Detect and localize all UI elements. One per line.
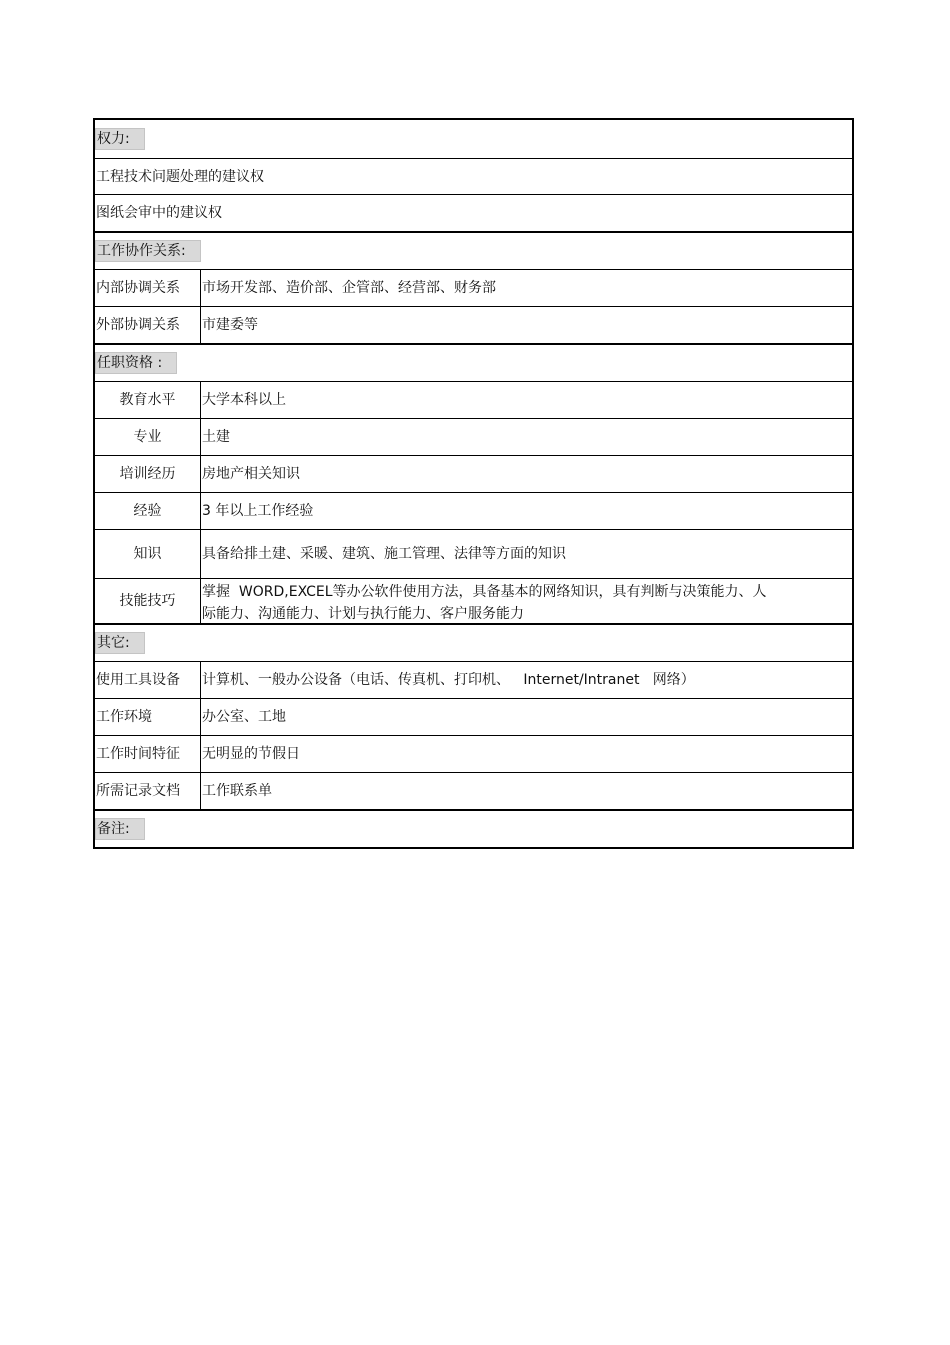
- qualifications-header-row: [95, 343, 852, 381]
- authority-header-row: [95, 120, 852, 158]
- other-label: 使用工具设备: [95, 662, 201, 698]
- other-value: 工作联系单: [202, 783, 272, 799]
- cooperation-value: 市建委等: [202, 317, 258, 333]
- other-row-environment: [95, 698, 852, 735]
- cooperation-row-external: [95, 306, 852, 343]
- qualification-value: 大学本科以上: [202, 392, 286, 408]
- qualification-value: 具备给排土建、采暖、建筑、施工管理、法律等方面的知识: [202, 546, 566, 562]
- authority-item-row: [95, 158, 852, 194]
- authority-item-row: [95, 194, 852, 231]
- qualification-row-knowledge: [95, 529, 852, 578]
- other-value: 无明显的节假日: [202, 746, 300, 762]
- remarks-header: 备注:: [95, 818, 145, 840]
- qualification-value: 3 年以上工作经验: [202, 503, 314, 519]
- qualification-label: 知识: [95, 530, 201, 578]
- cooperation-value: 市场开发部、造价部、企管部、经营部、财务部: [202, 280, 496, 296]
- other-header: 其它:: [95, 632, 145, 654]
- other-label: 工作环境: [95, 699, 201, 735]
- other-row-documents: [95, 772, 852, 809]
- authority-item: 工程技术问题处理的建议权: [96, 168, 264, 185]
- qualification-label: 经验: [95, 493, 201, 529]
- qualification-label: 技能技巧: [95, 579, 201, 623]
- other-row-work-time: [95, 735, 852, 772]
- other-label: 工作时间特征: [95, 736, 201, 772]
- qualification-row-major: [95, 418, 852, 455]
- cooperation-label: 外部协调关系: [95, 307, 201, 343]
- remarks-header-row: [95, 809, 852, 847]
- qualification-row-education: [95, 381, 852, 418]
- qualification-row-experience: [95, 492, 852, 529]
- cooperation-row-internal: [95, 269, 852, 306]
- qualification-row-skills: [95, 578, 852, 623]
- authority-header: 权力:: [95, 128, 145, 150]
- other-value: 办公室、工地: [202, 709, 286, 725]
- qualifications-header: 任职资格 :: [95, 352, 177, 374]
- other-row-tools: [95, 661, 852, 698]
- other-label: 所需记录文档: [95, 773, 201, 809]
- qualification-label: 培训经历: [95, 456, 201, 492]
- other-header-row: [95, 623, 852, 661]
- cooperation-label: 内部协调关系: [95, 270, 201, 306]
- qualification-label: 教育水平: [95, 382, 201, 418]
- qualification-row-training: [95, 455, 852, 492]
- qualification-value: 房地产相关知识: [202, 466, 300, 482]
- cooperation-header-row: [95, 231, 852, 269]
- job-description-table: [93, 118, 854, 849]
- authority-item: 图纸会审中的建议权: [96, 205, 222, 221]
- qualification-label: 专业: [95, 419, 201, 455]
- qualification-value: 土建: [202, 429, 230, 445]
- cooperation-header: 工作协作关系:: [95, 240, 201, 262]
- qualification-value: 掌握 WORD,EXCEL等办公软件使用方法，具备基本的网络知识，具有判断与决策能力、人 际能力、沟通能力、计划与执行能力、客户服务能力: [202, 584, 767, 622]
- other-value: 计算机、一般办公设备（电话、传真机、打印机、 Internet/Intranet 网络）: [202, 672, 695, 688]
